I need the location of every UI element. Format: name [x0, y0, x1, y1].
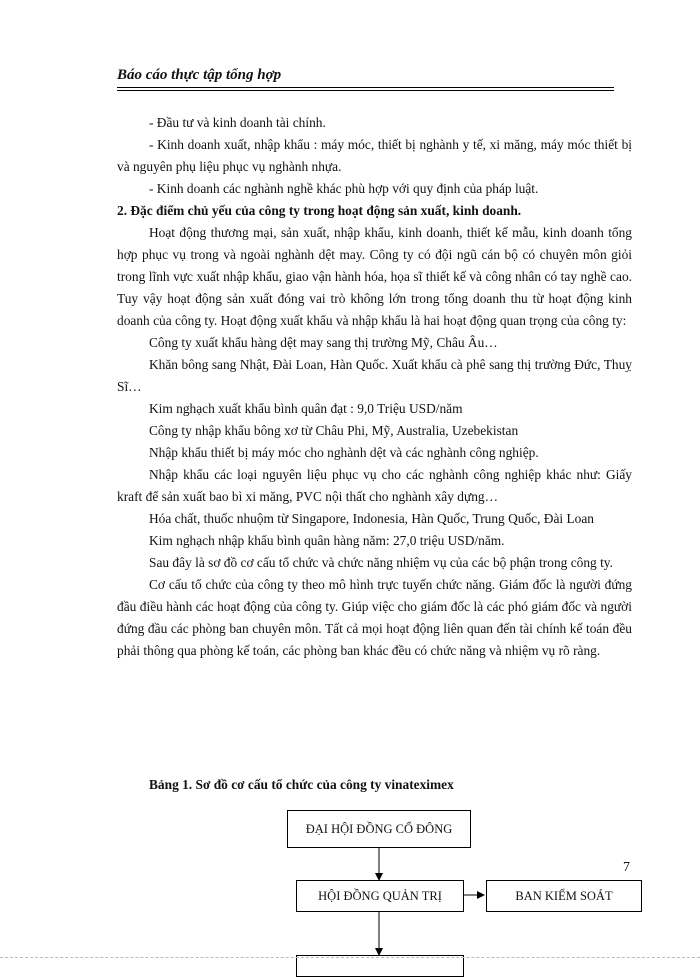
page-break-line [0, 957, 700, 958]
paragraph-13: Kim nghạch nhập khẩu bình quân hàng năm: 27,0 triệu USD/năm. [149, 533, 505, 548]
paragraph-9: Công ty nhập khẩu bông xơ từ Châu Phi, Mỹ, Australia, Uzebekistan [149, 423, 519, 438]
table-caption: Bảng 1. Sơ đồ cơ cấu tổ chức của công ty vinateximex [149, 777, 454, 792]
org-node-control: BAN KIỂM SOÁT [486, 880, 642, 912]
paragraph-7: Khăn bông sang Nhật, Đài Loan, Hàn Quốc. Xuất khẩu cà phê sang thị trường Đức, Thuỵ Sĩ… [117, 357, 632, 394]
org-node-board: HỘI ĐỒNG QUẢN TRỊ [296, 880, 464, 912]
paragraph-8: Kim nghạch xuất khẩu bình quân đạt : 9,0 Triệu USD/năm [149, 401, 463, 416]
paragraph-10: Nhập khẩu thiết bị máy móc cho nghành dệt và các nghành công nghiệp. [149, 445, 539, 460]
paragraph-2: - Kinh doanh xuất, nhập khẩu : máy móc, thiết bị nghành y tế, xi măng, máy móc thiết bị và nguyên phụ liệu phục vụ nghành nhựa. [117, 137, 632, 174]
paragraph-15: Cơ cấu tổ chức của công ty theo mô hình trực tuyến chức năng. Giám đốc là người đứng đầu điều hành các hoạt động của công ty. Giúp việc cho giám đốc là các phó giám đốc và người đứng đầu các phòng ban chuyên môn. Tất cả mọi hoạt động liên quan đến tài chính kế toán đều phải thông qua phòng kế toán, các phòng ban khác đều có chức năng và nhiệm vụ rõ ràng. [117, 577, 632, 658]
page-number: 7 [623, 860, 630, 875]
paragraph-3: - Kinh doanh các nghành nghề khác phù hợp với quy định của pháp luật. [149, 181, 539, 196]
org-node-partial [296, 955, 464, 977]
paragraph-14: Sau đây là sơ đồ cơ cấu tổ chức và chức năng nhiệm vụ của các bộ phận trong công ty. [149, 555, 613, 570]
paragraph-1: - Đầu tư và kinh doanh tài chính. [149, 115, 326, 130]
org-node-shareholders: ĐẠI HỘI ĐỒNG CỔ ĐÔNG [287, 810, 471, 848]
paragraph-6: Công ty xuất khẩu hàng dệt may sang thị trường Mỹ, Châu Âu… [149, 335, 498, 350]
page-header-title: Báo cáo thực tập tổng hợp [117, 67, 282, 83]
paragraph-12: Hóa chất, thuốc nhuộm từ Singapore, Indonesia, Hàn Quốc, Trung Quốc, Đài Loan [149, 511, 594, 526]
section-heading: 2. Đặc điểm chủ yếu của công ty trong hoạt động sản xuất, kinh doanh. [117, 203, 522, 218]
paragraph-5: Hoạt động thương mại, sản xuất, nhập khẩu, kinh doanh, thiết kế mẫu, kinh doanh tổng hợp phục vụ trong và ngoài nghành dệt may. Công ty có đội ngũ cán bộ có chuyên môn giỏi trong lĩnh vực xuất nhập khẩu, giao vận hành hóa, họa sĩ thiết kế và công nhân có tay nghề cao. Tuy vậy hoạt động sản xuất đóng vai trò không lớn trong tổng doanh thu từ hoạt động kinh doanh của công ty. Hoạt động xuất khẩu và nhập khẩu là hai hoạt động quan trọng của công ty: [117, 225, 632, 328]
paragraph-11: Nhập khẩu các loại nguyên liệu phục vụ cho các nghành công nghiệp khác như: Giấy kraft để sản xuất bao bì xi măng, PVC nội thất cho nghành xây dựng… [117, 467, 632, 504]
